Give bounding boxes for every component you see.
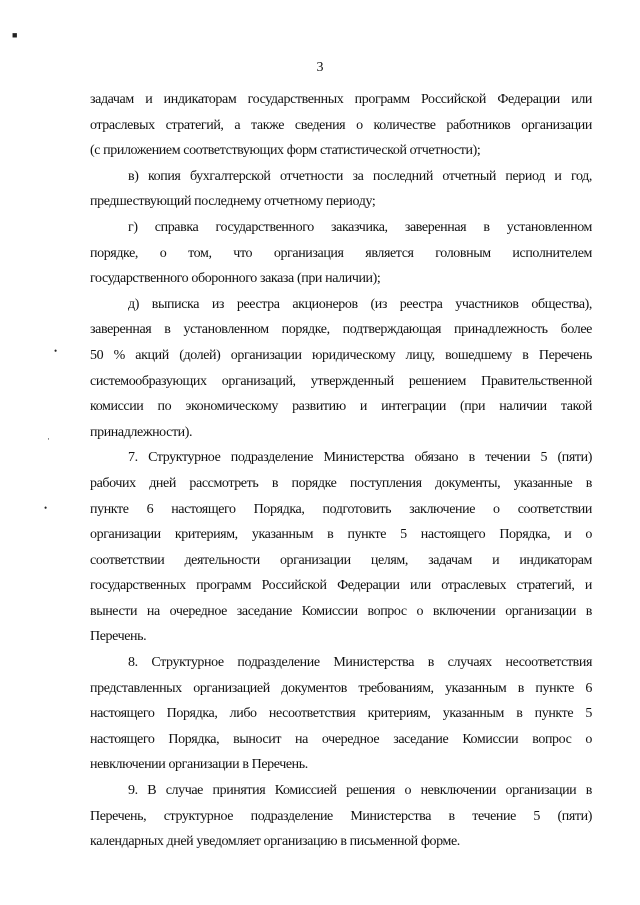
scan-speck: • (54, 346, 58, 356)
text-line: порядке, о том, что организация является головным исполнителем (90, 245, 592, 261)
text-line: 9. В случае принятия Комиссией решения о невключении организации в (128, 783, 592, 799)
paragraph-item-v (90, 164, 592, 215)
text-line: задачам и индикаторам государственных программ Российской Федерации или (90, 92, 592, 107)
text-line: заверенная в установленном порядке, подтверждающая принадлежность более (90, 322, 592, 338)
paragraph-item-d (90, 292, 592, 446)
text-line: отраслевых стратегий, а также сведения о количестве работников организации (90, 117, 592, 133)
text-line: принадлежности). (90, 424, 193, 440)
text-line: (с приложением соответствующих форм статистической отчетности); (90, 143, 481, 159)
text-line: системообразующих организаций, утвержденный решением Правительственной (90, 373, 592, 389)
paragraph-clause-9 (90, 778, 592, 855)
text-line: в) копия бухгалтерской отчетности за последний отчетный период и год, (128, 168, 592, 184)
paragraph-item-g (90, 215, 592, 292)
text-line: д) выписка из реестра акционеров (из реестра участников общества), (128, 296, 592, 312)
document-body (90, 87, 592, 855)
paragraph-clause-7 (90, 445, 592, 650)
text-line: предшествующий последнему отчетному периоду; (90, 194, 376, 210)
text-line: пункте 6 настоящего Порядка, подготовить заключение о соответствии (90, 501, 592, 517)
text-line: организации критериям, указанным в пункте 5 настоящего Порядка, и о (90, 527, 592, 543)
text-line: представленных организацией документов требованиям, указанным в пункте 6 (90, 680, 592, 696)
text-line: государственных программ Российской Федерации или отраслевых стратегий, и (90, 578, 592, 594)
text-line: соответствии деятельности организации целям, задачам и индикаторам (90, 552, 592, 568)
text-line: настоящего Порядка, либо несоответствия критериям, указанным в пункте 5 (90, 706, 592, 722)
text-line: 50 % акций (долей) организации юридическому лицу, вошедшему в Перечень (90, 347, 592, 363)
scan-speck: • (44, 503, 48, 513)
text-line: 7. Структурное подразделение Министерства обязано в течении 5 (пяти) (128, 450, 592, 466)
text-line: Перечень. (90, 629, 147, 645)
text-line: календарных дней уведомляет организацию в письменной форме. (90, 834, 460, 850)
paragraph-continued (90, 87, 592, 164)
text-line: комиссии по экономическому развитию и интеграции (при наличии такой (90, 399, 592, 415)
text-line: невключении организации в Перечень. (90, 757, 308, 773)
text-line: рабочих дней рассмотреть в порядке поступления документы, указанные в (90, 475, 592, 491)
scan-speck: ■ (12, 30, 18, 40)
text-line: государственного оборонного заказа (при наличии); (90, 271, 381, 287)
page-number: 3 (316, 60, 324, 75)
scan-speck: · (47, 434, 50, 444)
text-line: настоящего Порядка, выносит на очередное заседание Комиссии вопрос о (90, 731, 592, 747)
paragraph-clause-8 (90, 650, 592, 778)
text-line: г) справка государственного заказчика, заверенная в установленном (128, 219, 592, 235)
text-line: 8. Структурное подразделение Министерства в случаях несоответствия (128, 655, 592, 671)
text-line: Перечень, структурное подразделение Министерства в течение 5 (пяти) (90, 808, 592, 824)
text-line: вынести на очередное заседание Комиссии вопрос о включении организации в (90, 603, 592, 619)
